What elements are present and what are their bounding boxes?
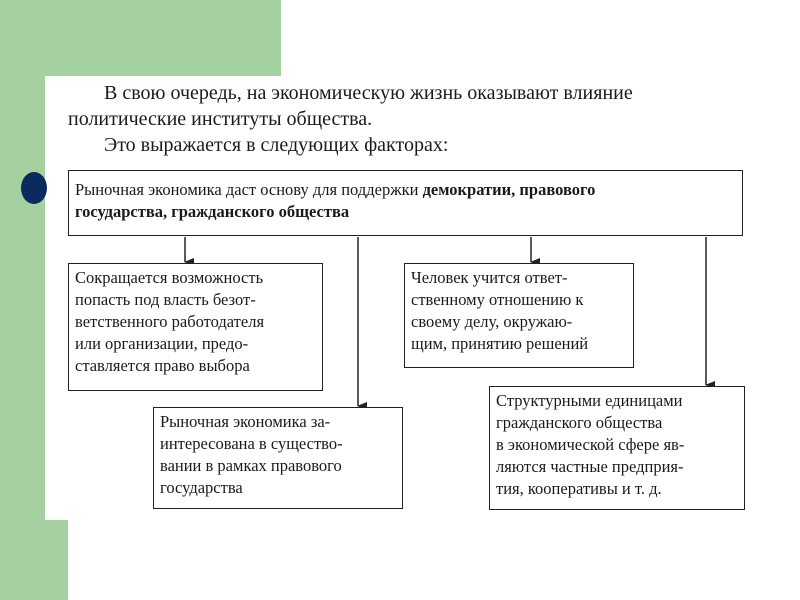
intro-line-3: Это выражается в следующих факторах: [104,134,449,156]
bullet-point [21,172,47,204]
intro-text [68,80,758,158]
bottom-right-box [489,386,745,510]
top-box-bold-2: государства, гражданского общества [75,202,350,221]
center-box-line: ственному отношению к [411,290,584,309]
left-box [68,263,323,391]
bottom-left-box-line: государства [160,478,243,497]
bottom-right-box-line: гражданского общества [496,413,663,432]
green-background-top [0,0,281,76]
top-box-bold-1: демократии, правового [422,180,596,199]
center-box-line: Человек учится ответ- [411,268,568,287]
bottom-right-box-line: тия, кооперативы и т. д. [496,479,662,498]
bottom-right-box-line: Структурными единицами [496,391,683,410]
center-box-line: своему делу, окружаю- [411,312,573,331]
left-box-line: попасть под власть безот- [75,290,256,309]
left-box-line: ставляется право выбора [75,356,250,375]
bottom-right-box-line: в экономической сфере яв- [496,435,685,454]
center-box-line: щим, принятию решений [411,334,589,353]
bottom-left-box-line: Рыночная экономика за- [160,412,331,431]
intro-line-2: политические институты общества. [68,108,373,130]
bottom-left-box [153,407,403,509]
left-box-line: ветственного работодателя [75,312,265,331]
center-box [404,263,634,368]
bottom-left-box-line: интересована в существо- [160,434,343,453]
green-background-bottom [45,520,68,600]
left-box-line: Сокращается возможность [75,268,264,287]
intro-line-1: В свою очередь, на экономическую жизнь оказывают влияние [104,82,633,104]
bottom-left-box-line: вании в рамках правового [160,456,342,475]
bottom-right-box-line: ляются частные предприя- [496,457,684,476]
green-background-left [0,76,45,600]
top-box-text: Рыночная экономика даст основу для поддержки [75,180,423,199]
top-box [68,170,743,236]
left-box-line: или организации, предо- [75,334,249,353]
